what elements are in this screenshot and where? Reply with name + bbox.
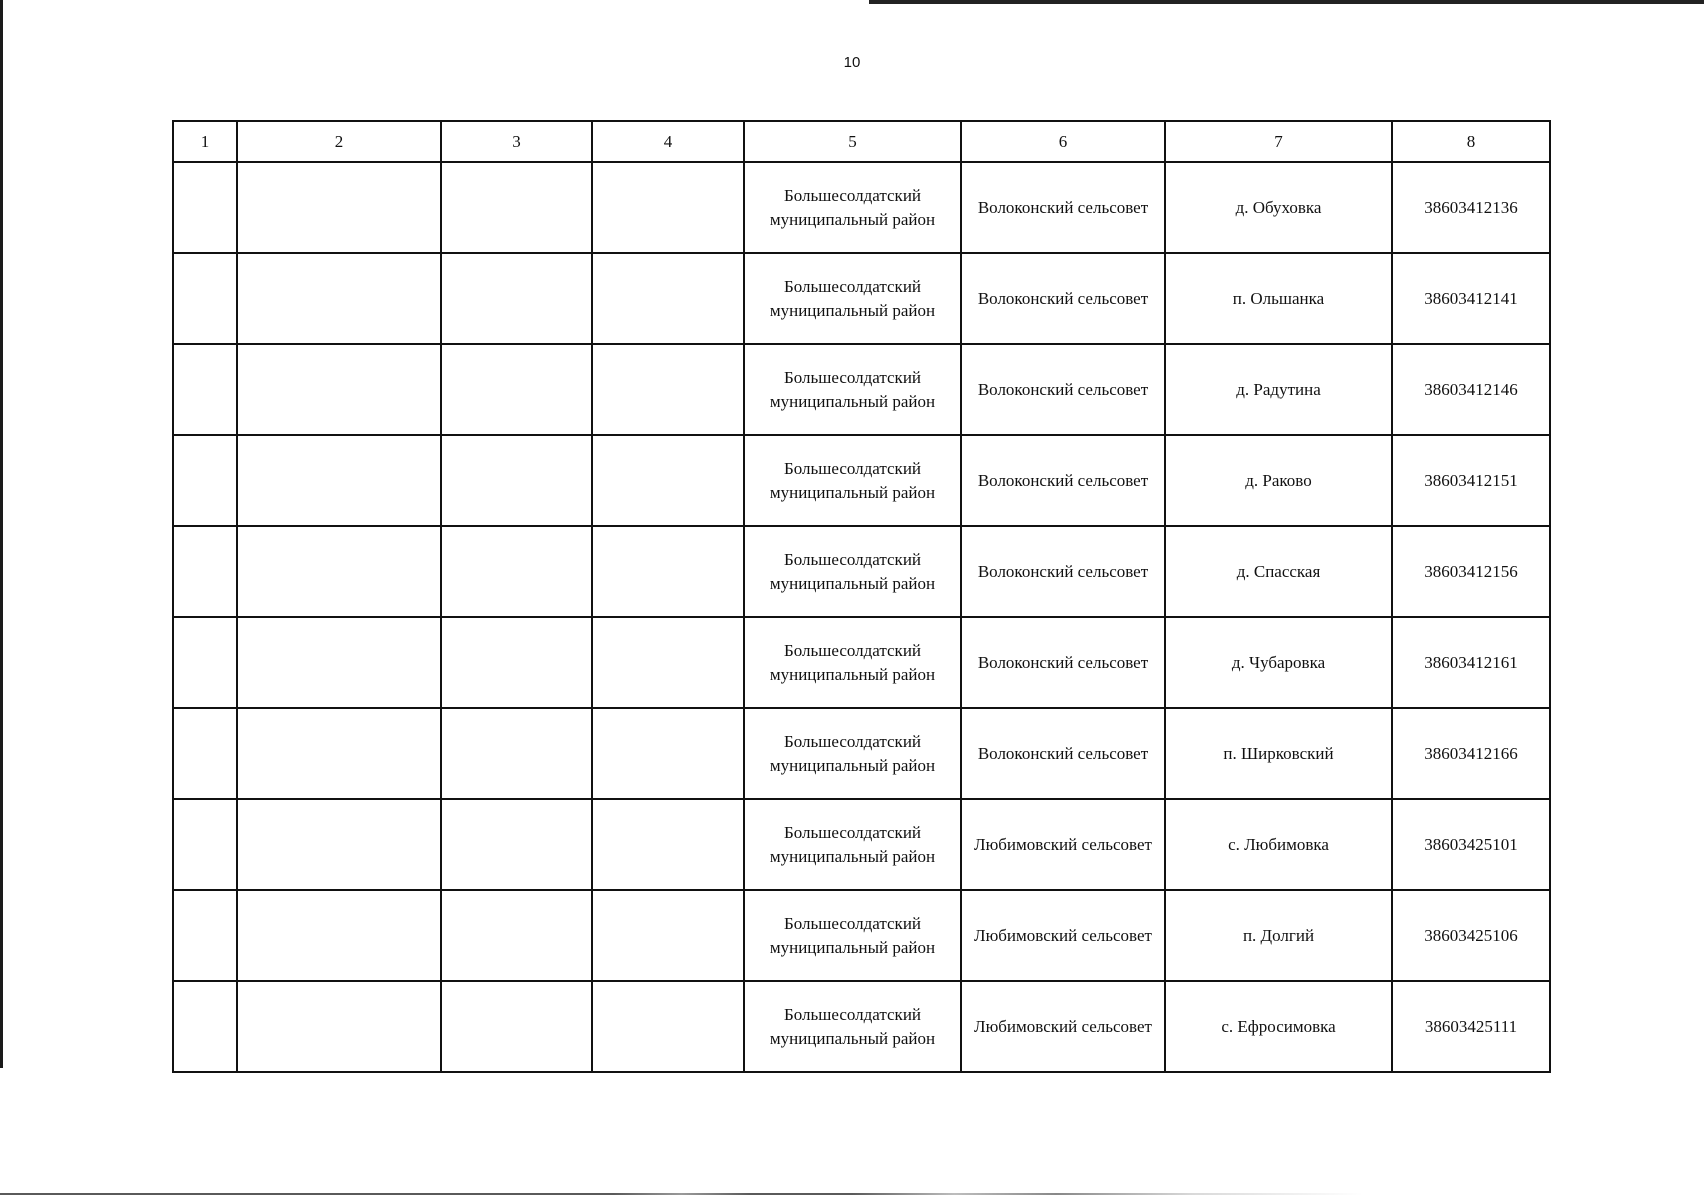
- cell-settlement: п. Ольшанка: [1165, 253, 1392, 344]
- cell-settlement: с. Любимовка: [1165, 799, 1392, 890]
- cell-oktmo-code: 38603425101: [1392, 799, 1550, 890]
- cell-district: Большесолдатский муниципальный район: [744, 344, 961, 435]
- scan-edge-top: [869, 0, 1704, 4]
- cell-col-1: [173, 617, 237, 708]
- table-row: [173, 162, 1550, 253]
- cell-oktmo-code: 38603412136: [1392, 162, 1550, 253]
- cell-council: Любимовский сельсовет: [961, 890, 1165, 981]
- cell-col-2: [237, 435, 441, 526]
- cell-col-4: [592, 708, 744, 799]
- settlements-table: [172, 120, 1551, 1073]
- cell-col-3: [441, 162, 592, 253]
- cell-col-2: [237, 708, 441, 799]
- column-header-1: 1: [173, 121, 237, 162]
- cell-oktmo-code: 38603412141: [1392, 253, 1550, 344]
- cell-col-2: [237, 344, 441, 435]
- cell-settlement: д. Спасская: [1165, 526, 1392, 617]
- cell-col-1: [173, 799, 237, 890]
- cell-council: Волоконский сельсовет: [961, 435, 1165, 526]
- cell-col-1: [173, 162, 237, 253]
- cell-col-2: [237, 799, 441, 890]
- column-header-2: 2: [237, 121, 441, 162]
- table-body: [173, 162, 1550, 1072]
- cell-col-2: [237, 617, 441, 708]
- cell-col-3: [441, 253, 592, 344]
- cell-district: Большесолдатский муниципальный район: [744, 981, 961, 1072]
- cell-col-2: [237, 253, 441, 344]
- table-row: [173, 799, 1550, 890]
- cell-col-1: [173, 344, 237, 435]
- cell-settlement: д. Раково: [1165, 435, 1392, 526]
- cell-settlement: д. Чубаровка: [1165, 617, 1392, 708]
- cell-col-4: [592, 890, 744, 981]
- cell-council: Волоконский сельсовет: [961, 617, 1165, 708]
- table-row: [173, 526, 1550, 617]
- cell-district: Большесолдатский муниципальный район: [744, 617, 961, 708]
- cell-col-3: [441, 890, 592, 981]
- cell-settlement: п. Ширковский: [1165, 708, 1392, 799]
- cell-settlement: п. Долгий: [1165, 890, 1392, 981]
- cell-col-4: [592, 344, 744, 435]
- cell-col-2: [237, 981, 441, 1072]
- cell-oktmo-code: 38603425106: [1392, 890, 1550, 981]
- data-table-container: [172, 120, 1549, 1073]
- cell-district: Большесолдатский муниципальный район: [744, 526, 961, 617]
- cell-col-2: [237, 162, 441, 253]
- table-row: [173, 981, 1550, 1072]
- column-header-4: 4: [592, 121, 744, 162]
- cell-col-3: [441, 526, 592, 617]
- cell-col-1: [173, 253, 237, 344]
- cell-council: Любимовский сельсовет: [961, 981, 1165, 1072]
- table-row: [173, 253, 1550, 344]
- page-number: 10: [843, 54, 861, 71]
- column-header-5: 5: [744, 121, 961, 162]
- table-row: [173, 435, 1550, 526]
- cell-col-2: [237, 890, 441, 981]
- cell-oktmo-code: 38603412156: [1392, 526, 1550, 617]
- cell-district: Большесолдатский муниципальный район: [744, 708, 961, 799]
- cell-council: Волоконский сельсовет: [961, 344, 1165, 435]
- cell-district: Большесолдатский муниципальный район: [744, 253, 961, 344]
- scan-edge-left: [0, 0, 3, 1068]
- cell-oktmo-code: 38603412166: [1392, 708, 1550, 799]
- cell-col-3: [441, 617, 592, 708]
- cell-col-4: [592, 253, 744, 344]
- cell-oktmo-code: 38603425111: [1392, 981, 1550, 1072]
- cell-oktmo-code: 38603412161: [1392, 617, 1550, 708]
- cell-district: Большесолдатский муниципальный район: [744, 435, 961, 526]
- column-header-3: 3: [441, 121, 592, 162]
- cell-col-3: [441, 708, 592, 799]
- cell-col-3: [441, 799, 592, 890]
- cell-col-1: [173, 526, 237, 617]
- cell-col-4: [592, 617, 744, 708]
- cell-settlement: д. Радутина: [1165, 344, 1392, 435]
- cell-col-4: [592, 435, 744, 526]
- cell-col-4: [592, 799, 744, 890]
- cell-col-4: [592, 981, 744, 1072]
- cell-col-1: [173, 708, 237, 799]
- cell-col-3: [441, 435, 592, 526]
- table-row: [173, 617, 1550, 708]
- cell-council: Волоконский сельсовет: [961, 253, 1165, 344]
- cell-district: Большесолдатский муниципальный район: [744, 799, 961, 890]
- cell-col-1: [173, 981, 237, 1072]
- cell-district: Большесолдатский муниципальный район: [744, 162, 961, 253]
- scan-edge-bottom: [0, 1193, 1704, 1195]
- cell-col-4: [592, 162, 744, 253]
- table-header-row: [173, 121, 1550, 162]
- cell-col-1: [173, 890, 237, 981]
- cell-col-2: [237, 526, 441, 617]
- cell-council: Волоконский сельсовет: [961, 708, 1165, 799]
- cell-council: Волоконский сельсовет: [961, 526, 1165, 617]
- table-row: [173, 890, 1550, 981]
- table-row: [173, 708, 1550, 799]
- cell-settlement: д. Обуховка: [1165, 162, 1392, 253]
- cell-col-4: [592, 526, 744, 617]
- column-header-8: 8: [1392, 121, 1550, 162]
- column-header-7: 7: [1165, 121, 1392, 162]
- cell-council: Волоконский сельсовет: [961, 162, 1165, 253]
- cell-oktmo-code: 38603412146: [1392, 344, 1550, 435]
- column-header-6: 6: [961, 121, 1165, 162]
- table-row: [173, 344, 1550, 435]
- cell-council: Любимовский сельсовет: [961, 799, 1165, 890]
- cell-district: Большесолдатский муниципальный район: [744, 890, 961, 981]
- cell-col-1: [173, 435, 237, 526]
- cell-oktmo-code: 38603412151: [1392, 435, 1550, 526]
- cell-col-3: [441, 344, 592, 435]
- cell-col-3: [441, 981, 592, 1072]
- cell-settlement: с. Ефросимовка: [1165, 981, 1392, 1072]
